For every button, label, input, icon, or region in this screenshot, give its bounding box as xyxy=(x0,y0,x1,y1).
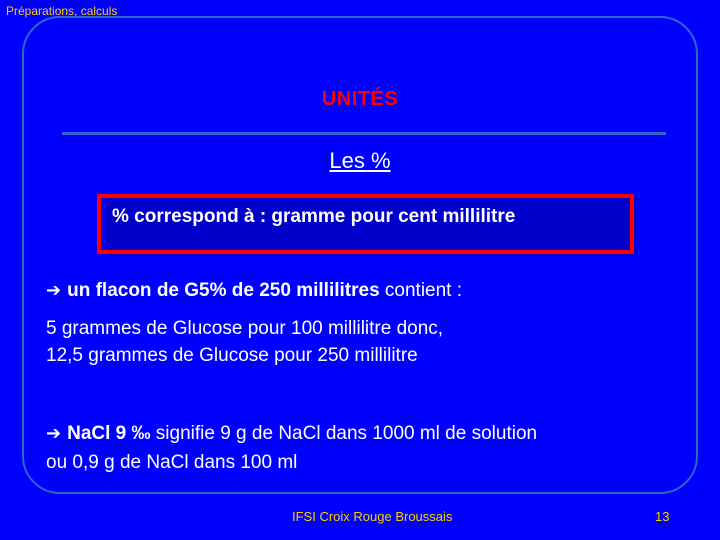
example-2-rest: signifie 9 g de NaCl dans 1000 ml de solution xyxy=(150,423,538,444)
example-1-detail-line-1: 5 grammes de Glucose pour 100 millilitre donc, xyxy=(46,318,444,339)
footer-institution: IFSI Croix Rouge Broussais xyxy=(292,509,453,524)
example-1-bold: un flacon de G5% de 250 millilitres xyxy=(67,280,380,301)
example-1-line xyxy=(46,280,462,302)
title-rule xyxy=(62,132,666,135)
slide-title: UNITÉS xyxy=(321,88,399,110)
arrow-right-icon: ➔ xyxy=(46,280,62,301)
example-1-detail-line-2: 12,5 grammes de Glucose pour 250 millilitre xyxy=(46,345,418,366)
slide-subtitle: Les % xyxy=(329,148,391,173)
example-2-line xyxy=(46,423,537,445)
footer-page-number: 13 xyxy=(655,509,670,524)
arrow-right-icon: ➔ xyxy=(46,423,62,444)
example-1-rest: contient : xyxy=(379,280,463,301)
header-label: Préparations, calculs xyxy=(6,4,118,18)
example-2-bold: NaCl 9 ‰ xyxy=(67,423,151,444)
definition-text: % correspond à : gramme pour cent millilitre xyxy=(112,206,516,227)
example-2-detail-line: ou 0,9 g de NaCl dans 100 ml xyxy=(46,452,298,473)
